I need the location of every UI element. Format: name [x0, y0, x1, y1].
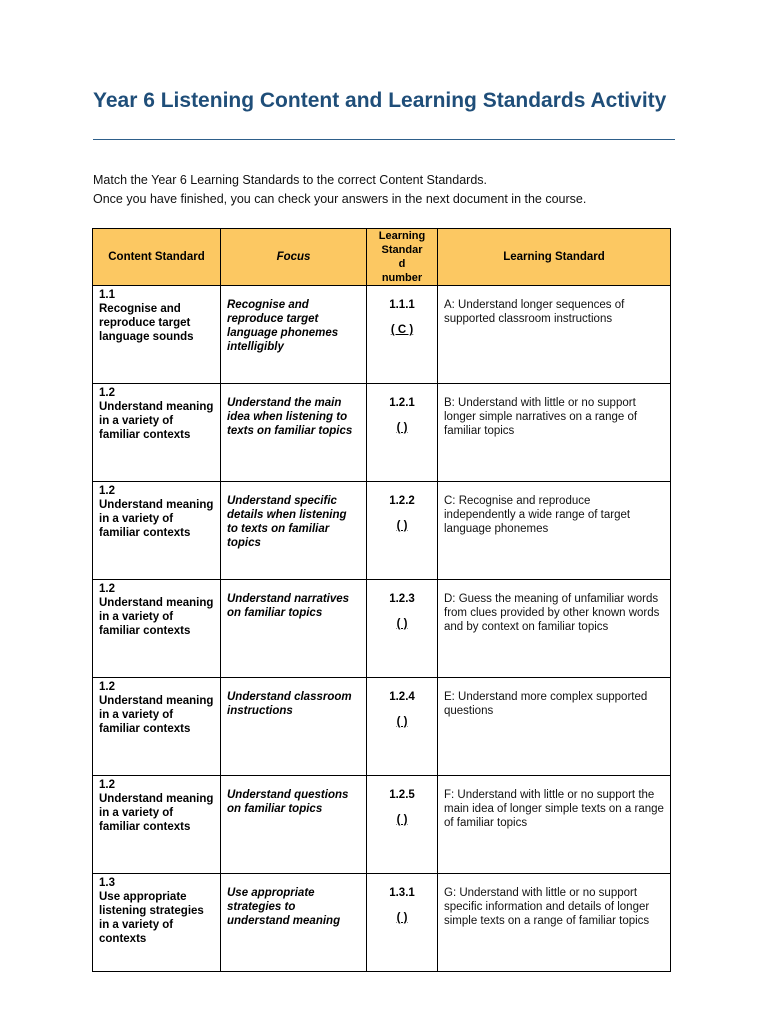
header-focus: Focus — [221, 229, 367, 286]
table-row — [93, 776, 671, 874]
learning-standard-cell: D: Guess the meaning of unfamiliar words from clues provided by other known words and by context on familiar topics — [438, 580, 671, 678]
ls-number: 1.3.1 — [389, 887, 415, 899]
ls-number-cell — [367, 678, 438, 776]
answer-blank[interactable]: ( ) — [396, 520, 408, 532]
header-ls-number — [367, 229, 438, 286]
table-row — [93, 874, 671, 972]
table-row — [93, 580, 671, 678]
header-ls-number-line: Standar — [381, 244, 423, 256]
learning-standard-cell: A: Understand longer sequences of supported classroom instructions — [438, 286, 671, 384]
table-row — [93, 678, 671, 776]
ls-number: 1.2.2 — [389, 495, 415, 507]
learning-standard-cell: E: Understand more complex supported questions — [438, 678, 671, 776]
header-content-standard: Content Standard — [93, 229, 221, 286]
learning-standard-cell: C: Recognise and reproduce independently a wide range of target language phonemes — [438, 482, 671, 580]
ls-number: 1.1.1 — [389, 299, 415, 311]
instruction-line-1: Match the Year 6 Learning Standards to the correct Content Standards. — [93, 173, 488, 187]
content-standard-text: Understand meaning in a variety of familiar contexts — [99, 695, 214, 735]
content-standard-cell — [93, 286, 221, 384]
instructions — [93, 171, 693, 209]
focus-cell: Use appropriate strategies to understand meaning — [221, 874, 367, 972]
content-standard-code: 1.2 — [99, 387, 115, 399]
focus-cell: Understand specific details when listening to texts on familiar topics — [221, 482, 367, 580]
content-standard-cell — [93, 874, 221, 972]
ls-number: 1.2.4 — [389, 691, 415, 703]
answer-blank[interactable]: ( ) — [396, 912, 408, 924]
ls-number-cell — [367, 580, 438, 678]
header-ls-number-line: d — [398, 258, 406, 270]
focus-cell: Understand the main idea when listening to texts on familiar topics — [221, 384, 367, 482]
ls-number-cell — [367, 286, 438, 384]
content-standard-text: Understand meaning in a variety of familiar contexts — [99, 401, 214, 441]
content-standard-code: 1.2 — [99, 681, 115, 693]
focus-cell: Understand questions on familiar topics — [221, 776, 367, 874]
content-standard-code: 1.2 — [99, 583, 115, 595]
focus-cell: Understand narratives on familiar topics — [221, 580, 367, 678]
ls-number: 1.2.3 — [389, 593, 415, 605]
page-title: Year 6 Listening Content and Learning Standards Activity — [93, 89, 667, 112]
header-ls-number-line: number — [381, 272, 423, 284]
content-standard-text: Understand meaning in a variety of familiar contexts — [99, 793, 214, 833]
learning-standard-cell: B: Understand with little or no support longer simple narratives on a range of familiar topics — [438, 384, 671, 482]
ls-number-cell — [367, 384, 438, 482]
content-standard-cell — [93, 580, 221, 678]
standards-table — [92, 228, 671, 972]
content-standard-code: 1.3 — [99, 877, 115, 889]
content-standard-text: Understand meaning in a variety of familiar contexts — [99, 597, 214, 637]
content-standard-cell — [93, 776, 221, 874]
table-row — [93, 482, 671, 580]
content-standard-text: Use appropriate listening strategies in a variety of contexts — [99, 891, 204, 945]
table-row — [93, 286, 671, 384]
learning-standard-cell: G: Understand with little or no support specific information and details of longer simple texts on a range of familiar topics — [438, 874, 671, 972]
content-standard-text: Recognise and reproduce target language sounds — [99, 303, 194, 343]
focus-cell: Understand classroom instructions — [221, 678, 367, 776]
content-standard-code: 1.1 — [99, 289, 115, 301]
answer-blank[interactable]: ( ) — [396, 716, 408, 728]
table-row — [93, 384, 671, 482]
content-standard-code: 1.2 — [99, 485, 115, 497]
content-standard-text: Understand meaning in a variety of familiar contexts — [99, 499, 214, 539]
ls-number-cell — [367, 874, 438, 972]
content-standard-cell — [93, 678, 221, 776]
title-underline — [93, 139, 675, 140]
ls-number: 1.2.1 — [389, 397, 415, 409]
content-standard-code: 1.2 — [99, 779, 115, 791]
header-learning-standard: Learning Standard — [438, 229, 671, 286]
ls-number-cell — [367, 776, 438, 874]
answer-blank[interactable]: ( ) — [396, 422, 408, 434]
content-standard-cell — [93, 482, 221, 580]
answer-blank[interactable]: ( ) — [396, 618, 408, 630]
focus-cell: Recognise and reproduce target language phonemes intelligibly — [221, 286, 367, 384]
ls-number: 1.2.5 — [389, 789, 415, 801]
answer-blank[interactable]: ( ) — [396, 814, 408, 826]
learning-standard-cell: F: Understand with little or no support the main idea of longer simple texts on a range of familiar topics — [438, 776, 671, 874]
ls-number-cell — [367, 482, 438, 580]
instruction-line-2: Once you have finished, you can check your answers in the next document in the course. — [93, 192, 587, 206]
answer-blank[interactable]: ( C ) — [390, 324, 414, 336]
table-header-row — [93, 229, 671, 286]
header-ls-number-line: Learning — [378, 230, 426, 242]
content-standard-cell — [93, 384, 221, 482]
